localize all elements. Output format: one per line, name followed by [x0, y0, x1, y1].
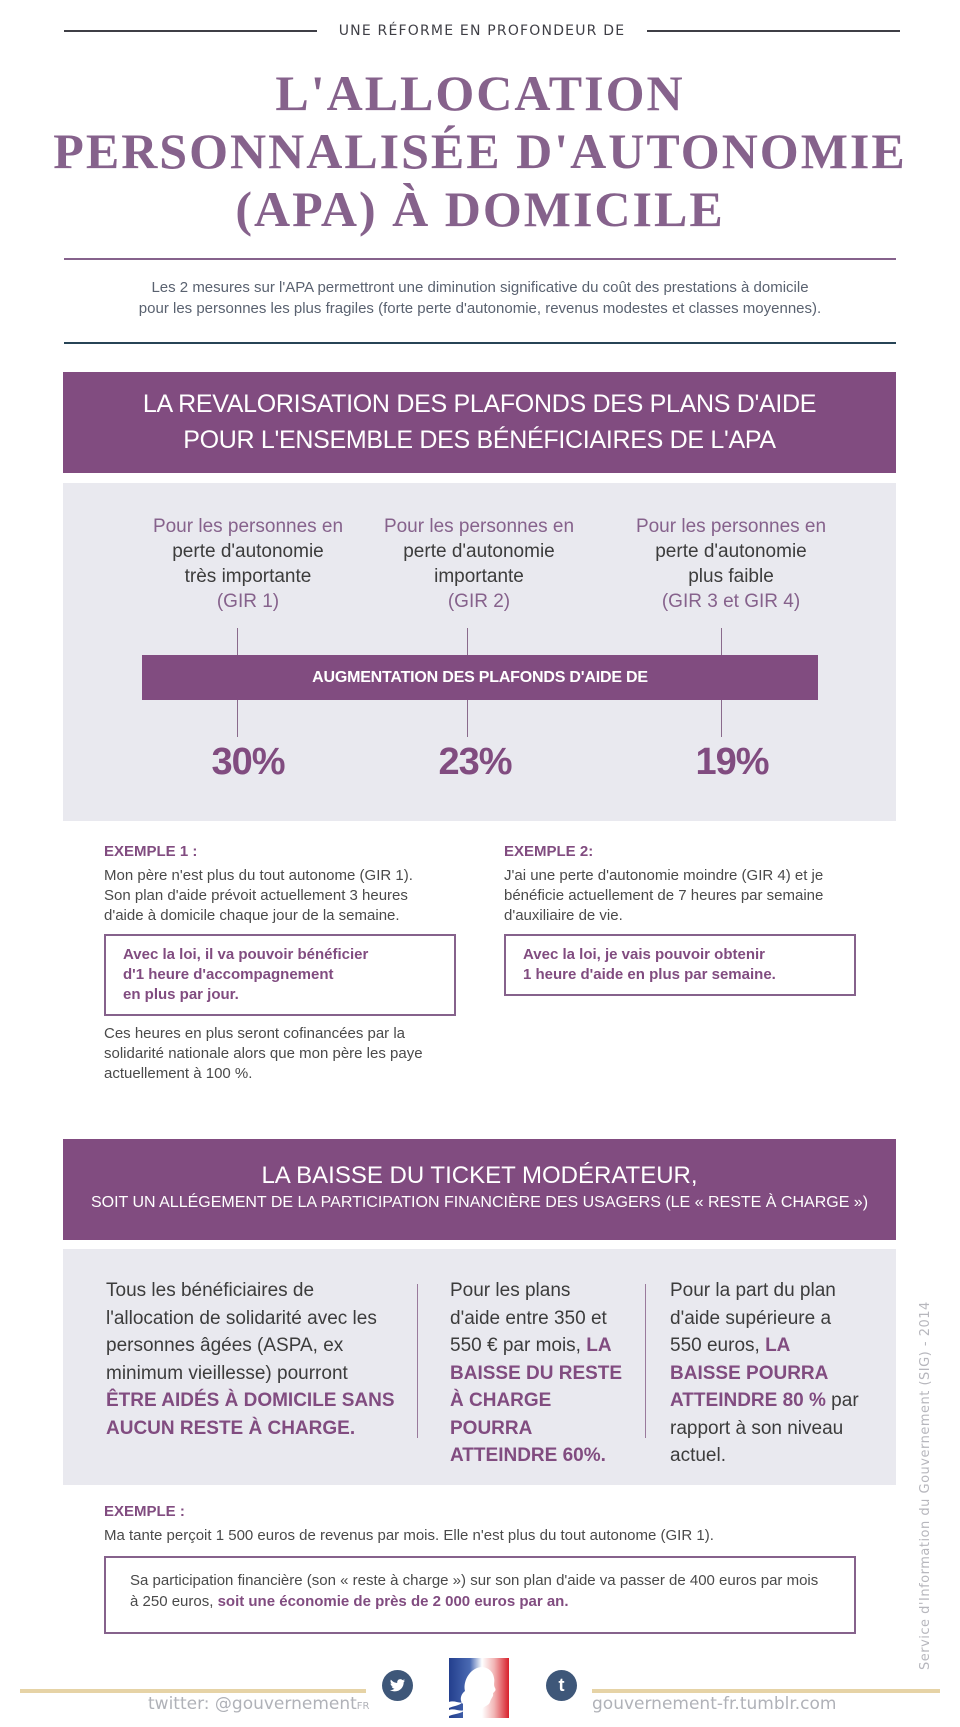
example-3-text: Ma tante perçoit 1 500 euros de revenus par mois. Elle n'est plus du tout autonome (GIR 1).: [104, 1527, 714, 1544]
title-line-3: (APA) À DOMICILE: [235, 181, 725, 237]
plans-over-550-column: [670, 1277, 862, 1470]
section1-banner: [63, 372, 896, 473]
gir34-code: (GIR 3 et GIR 4): [661, 591, 801, 612]
example-3: [104, 1502, 856, 1642]
tick-gir34-top: [721, 628, 722, 655]
section1-banner-line-2: POUR L'ENSEMBLE DES BÉNÉFICIAIRES DE L'APA: [183, 426, 776, 454]
section1-banner-line-1: LA REVALORISATION DES PLAFONDS DES PLANS D'AIDE: [142, 390, 817, 418]
republique-francaise-icon: [449, 1658, 509, 1718]
example-2: [504, 842, 856, 1004]
twitter-icon[interactable]: [382, 1670, 413, 1701]
example-1-text-2: Son plan d'aide prévoit actuellement 3 heures: [104, 887, 408, 904]
gir1-line2: perte d'autonomie: [172, 541, 324, 562]
aspa-text: Tous les bénéficiaires de l'allocation de solidarité avec les personnes âgées (ASPA, ex minimum vieillesse) pourront: [106, 1280, 377, 1384]
tick-gir1-bottom: [237, 700, 238, 737]
example-1-footer-3: actuellement à 100 %.: [104, 1065, 253, 1082]
section2-banner-sub: SOIT UN ALLÉGEMENT DE LA PARTICIPATION FINANCIÈRE DES USAGERS (LE « RESTE À CHARGE »): [90, 1194, 869, 1211]
gir34-intro: Pour les personnes en: [635, 516, 827, 537]
example-1-highlight-2: d'1 heure d'accompagnement: [123, 966, 334, 983]
marianne-logo: [449, 1658, 509, 1718]
intro-text: [64, 277, 896, 319]
gir34-label: [621, 514, 841, 614]
footer-line-left: [20, 1689, 366, 1693]
intro-line-1: Les 2 mesures sur l'APA permettront une diminution significative du coût des prestations à domicile: [151, 279, 809, 296]
example-2-highlight-2: 1 heure d'aide en plus par semaine.: [523, 966, 776, 983]
plafonds-panel: [63, 483, 896, 821]
kicker-row: [64, 20, 900, 42]
kicker-line-right: [647, 30, 900, 32]
title-line-2: PERSONNALISÉE D'AUTONOMIE: [53, 123, 907, 179]
tick-gir34-bottom: [721, 700, 722, 737]
twitter-handle: twitter: @gouvernement: [148, 1694, 357, 1714]
sig-credit: Service d'Information du Gouvernement (SIG) - 2014: [918, 1301, 933, 1670]
example-3-box-text: Sa participation financière (son « reste à charge ») sur son plan d'aide va passer de 400 euros par mois à 250 euros,: [130, 1572, 819, 1610]
section2-banner-main: LA BAISSE DU TICKET MODÉRATEUR,: [261, 1162, 698, 1189]
example-1-text-3: d'aide à domicile chaque jour de la semaine.: [104, 907, 400, 924]
plans-over-550-highlight: LA BAISSE POURRA ATTEINDRE 80 %: [670, 1335, 828, 1411]
divider-navy: [64, 342, 896, 344]
gir1-label: [138, 514, 358, 614]
tumblr-link[interactable]: gouvernement-fr.tumblr.com: [592, 1694, 837, 1714]
example-3-box-highlight: soit une économie de près de 2 000 euros par an.: [217, 1593, 569, 1610]
example-2-highlight-1: Avec la loi, je vais pouvoir obtenir: [523, 946, 766, 963]
example-1-footer-2: solidarité nationale alors que mon père les paye: [104, 1045, 423, 1062]
augmentation-bar: AUGMENTATION DES PLAFONDS D'AIDE DE: [142, 655, 818, 700]
gir1-intro: Pour les personnes en: [152, 516, 344, 537]
example-1-text-1: Mon père n'est plus du tout autonome (GIR 1).: [104, 867, 413, 884]
twitter-bird-icon: [382, 1670, 413, 1701]
example-2-text-1: J'ai une perte d'autonomie moindre (GIR 4) et je: [504, 867, 824, 884]
tick-gir1-top: [237, 628, 238, 655]
gir2-percent: 23%: [438, 741, 512, 783]
example-2-title: EXEMPLE 2:: [504, 843, 594, 860]
column-separator-1: [417, 1284, 418, 1438]
plans-350-550-column: [450, 1277, 625, 1470]
gir34-percent: 19%: [695, 741, 769, 783]
gir1-line3: très importante: [184, 566, 312, 587]
example-2-highlight-box: [504, 934, 856, 996]
plans-350-550-highlight: LA BAISSE DU RESTE À CHARGE POURRA ATTEINDRE 60%.: [450, 1335, 623, 1466]
gir2-intro: Pour les personnes en: [383, 516, 575, 537]
kicker-text: UNE RÉFORME EN PROFONDEUR DE: [338, 23, 626, 39]
gir1-code: (GIR 1): [216, 591, 280, 612]
example-1-highlight-3: en plus par jour.: [123, 986, 239, 1003]
example-3-title: EXEMPLE :: [104, 1503, 185, 1520]
example-2-text-2: bénéficie actuellement de 7 heures par semaine: [504, 887, 824, 904]
column-separator-2: [645, 1284, 646, 1438]
gir2-code: (GIR 2): [447, 591, 511, 612]
gir34-line2: perte d'autonomie: [655, 541, 807, 562]
example-1-title: EXEMPLE 1 :: [104, 843, 198, 860]
title-line-1: L'ALLOCATION: [275, 65, 685, 121]
example-1-highlight-box: [104, 934, 456, 1016]
plans-over-550-text: Pour la part du plan d'aide supérieure a 550 euros,: [670, 1280, 836, 1356]
gir1-percent: 30%: [211, 741, 285, 783]
gir2-label: [369, 514, 589, 614]
intro-line-2: pour les personnes les plus fragiles (forte perte d'autonomie, revenus modestes et classes moyennes).: [138, 300, 822, 317]
tumblr-icon[interactable]: t: [546, 1670, 577, 1701]
gir2-line2: perte d'autonomie: [403, 541, 555, 562]
plans-350-550-text: Pour les plans d'aide entre 350 et 550 € par mois,: [450, 1280, 607, 1356]
twitter-handle-suffix: FR: [356, 1701, 370, 1712]
kicker-line-left: [64, 30, 317, 32]
divider-purple: [64, 258, 896, 260]
example-1-footer-1: Ces heures en plus seront cofinancées par la: [104, 1025, 406, 1042]
gir2-line3: importante: [434, 566, 524, 587]
example-1: [104, 842, 456, 1084]
example-1-highlight-1: Avec la loi, il va pouvoir bénéficier: [123, 946, 369, 963]
section2-banner: [63, 1139, 896, 1240]
page-title: [40, 64, 920, 238]
tick-gir2-top: [467, 628, 468, 655]
tick-gir2-bottom: [467, 700, 468, 737]
ticket-moderateur-panel: [63, 1249, 896, 1485]
gir34-line3: plus faible: [688, 566, 774, 587]
example-3-highlight-box: [104, 1556, 856, 1634]
example-2-text-3: d'auxiliaire de vie.: [504, 907, 623, 924]
twitter-link[interactable]: [148, 1694, 369, 1714]
footer-line-right: [592, 1689, 940, 1693]
aspa-column: [106, 1277, 396, 1442]
plans-over-550-after: par rapport à son niveau actuel.: [670, 1390, 859, 1466]
aspa-highlight: ÊTRE AIDÉS À DOMICILE SANS AUCUN RESTE À CHARGE.: [106, 1390, 395, 1439]
